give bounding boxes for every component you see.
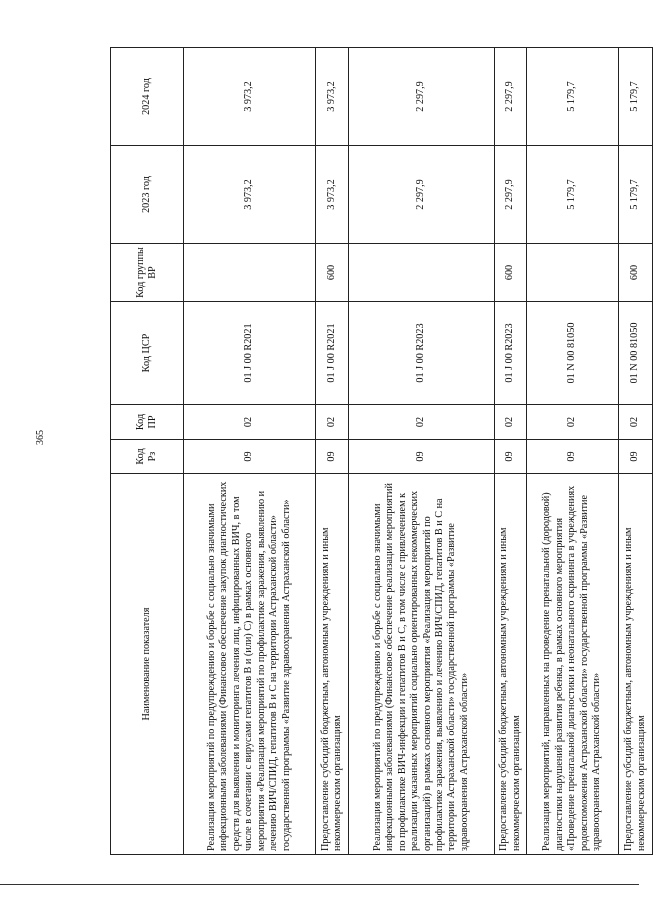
indicator-name: Предоставление субсидий бюджетным, автономным учреждениям и иным некоммерческим организациям: [495, 474, 527, 855]
table-row: [349, 48, 495, 855]
code-csr: 01 J 00 R2023: [495, 302, 527, 405]
indicator-name: Предоставление субсидий бюджетным, автономным учреждениям и иным некоммерческим организациям: [316, 474, 349, 855]
column-header-pr: Код ПР: [111, 405, 184, 440]
amount-2023: 2 297,9: [349, 146, 495, 244]
amount-2024: 2 297,9: [495, 48, 527, 146]
code-csr: 01 J 00 R2021: [316, 302, 349, 405]
amount-2023: 2 297,9: [495, 146, 527, 244]
table-row: [527, 48, 619, 855]
amount-2023: 3 973,2: [184, 146, 316, 244]
table-header-row: [111, 48, 184, 855]
amount-2023: 3 973,2: [316, 146, 349, 244]
code-vr: 600: [316, 244, 349, 302]
column-header-vr: Код группы ВР: [111, 244, 184, 302]
code-pr: 02: [316, 405, 349, 440]
bottom-divider: [0, 884, 639, 885]
code-vr: [184, 244, 316, 302]
amount-2024: 3 973,2: [316, 48, 349, 146]
code-rz: 09: [316, 440, 349, 474]
column-header-2023: 2023 год: [111, 146, 184, 244]
code-csr: 01 J 00 R2023: [349, 302, 495, 405]
column-header-2024: 2024 год: [111, 48, 184, 146]
code-vr: 600: [495, 244, 527, 302]
amount-2024: 5 179,7: [619, 48, 653, 146]
code-vr: 600: [619, 244, 653, 302]
amount-2023: 5 179,7: [527, 146, 619, 244]
amount-2024: 3 973,2: [184, 48, 316, 146]
column-header-rz: Код Рз: [111, 440, 184, 474]
code-csr: 01 N 00 81050: [619, 302, 653, 405]
budget-table: [110, 47, 653, 855]
code-csr: 01 J 00 R2021: [184, 302, 316, 405]
code-vr: [349, 244, 495, 302]
indicator-name: Реализация мероприятий по предупреждению и борьбе с социально значимыми инфекционными заболеваниями (Финансовое обеспечение закупок диагностических средств для выявления и мониторинга лечения лиц, инфицированных ВИЧ, в том числе в сочетании с вирусами гепатитов В и (или) С) в рамках основного мероприятия «Реализация мероприятий по профилактике заражения, выявлению и лечению ВИЧ/СПИД, гепатитов В и С на территории Астраханской области» государственной программы «Развитие здравоохранения Астраханской области»: [184, 474, 316, 855]
code-pr: 02: [495, 405, 527, 440]
amount-2023: 5 179,7: [619, 146, 653, 244]
rotated-table-container: [110, 48, 647, 855]
code-csr: 01 N 00 81050: [527, 302, 619, 405]
table-row: [316, 48, 349, 855]
code-pr: 02: [349, 405, 495, 440]
column-header-csr: Код ЦСР: [111, 302, 184, 405]
amount-2024: 2 297,9: [349, 48, 495, 146]
code-rz: 09: [495, 440, 527, 474]
indicator-name: Предоставление субсидий бюджетным, автономным учреждениям и иным некоммерческим организациям: [619, 474, 653, 855]
code-rz: 09: [184, 440, 316, 474]
indicator-name: Реализация мероприятий по предупреждению и борьбе с социально значимыми инфекционными заболеваниями (Финансовое обеспечение реализации мероприятий по профилактике ВИЧ-инфекции и гепатитов В и С, в том числе с привлечением к реализации указанных мероприятий социально ориентированных некоммерческих организаций) в рамках основного мероприятия «Реализация мероприятий по профилактике заражения, выявлению и лечению ВИЧ/СПИД, гепатитов В и С на территории Астраханской области» государственной программы «Развитие здравоохранения Астраханской области»: [349, 474, 495, 855]
code-pr: 02: [184, 405, 316, 440]
code-rz: 09: [349, 440, 495, 474]
indicator-name: Реализация мероприятий, направленных на проведение пренатальной (дородовой) диагностики нарушений развития ребенка, в рамках основного мероприятия «Проведение пренатальной диагностики и неонатального скрининга в учреждениях родовспоможения Астраханской области» государственной программы «Развитие здравоохранения Астраханской области»: [527, 474, 619, 855]
page-number: 365: [35, 430, 46, 445]
code-rz: 09: [527, 440, 619, 474]
table-row: [619, 48, 653, 855]
code-pr: 02: [619, 405, 653, 440]
code-rz: 09: [619, 440, 653, 474]
amount-2024: 5 179,7: [527, 48, 619, 146]
table-row: [184, 48, 316, 855]
code-vr: [527, 244, 619, 302]
code-pr: 02: [527, 405, 619, 440]
column-header-name: Наименование показателя: [111, 474, 184, 855]
table-row: [495, 48, 527, 855]
